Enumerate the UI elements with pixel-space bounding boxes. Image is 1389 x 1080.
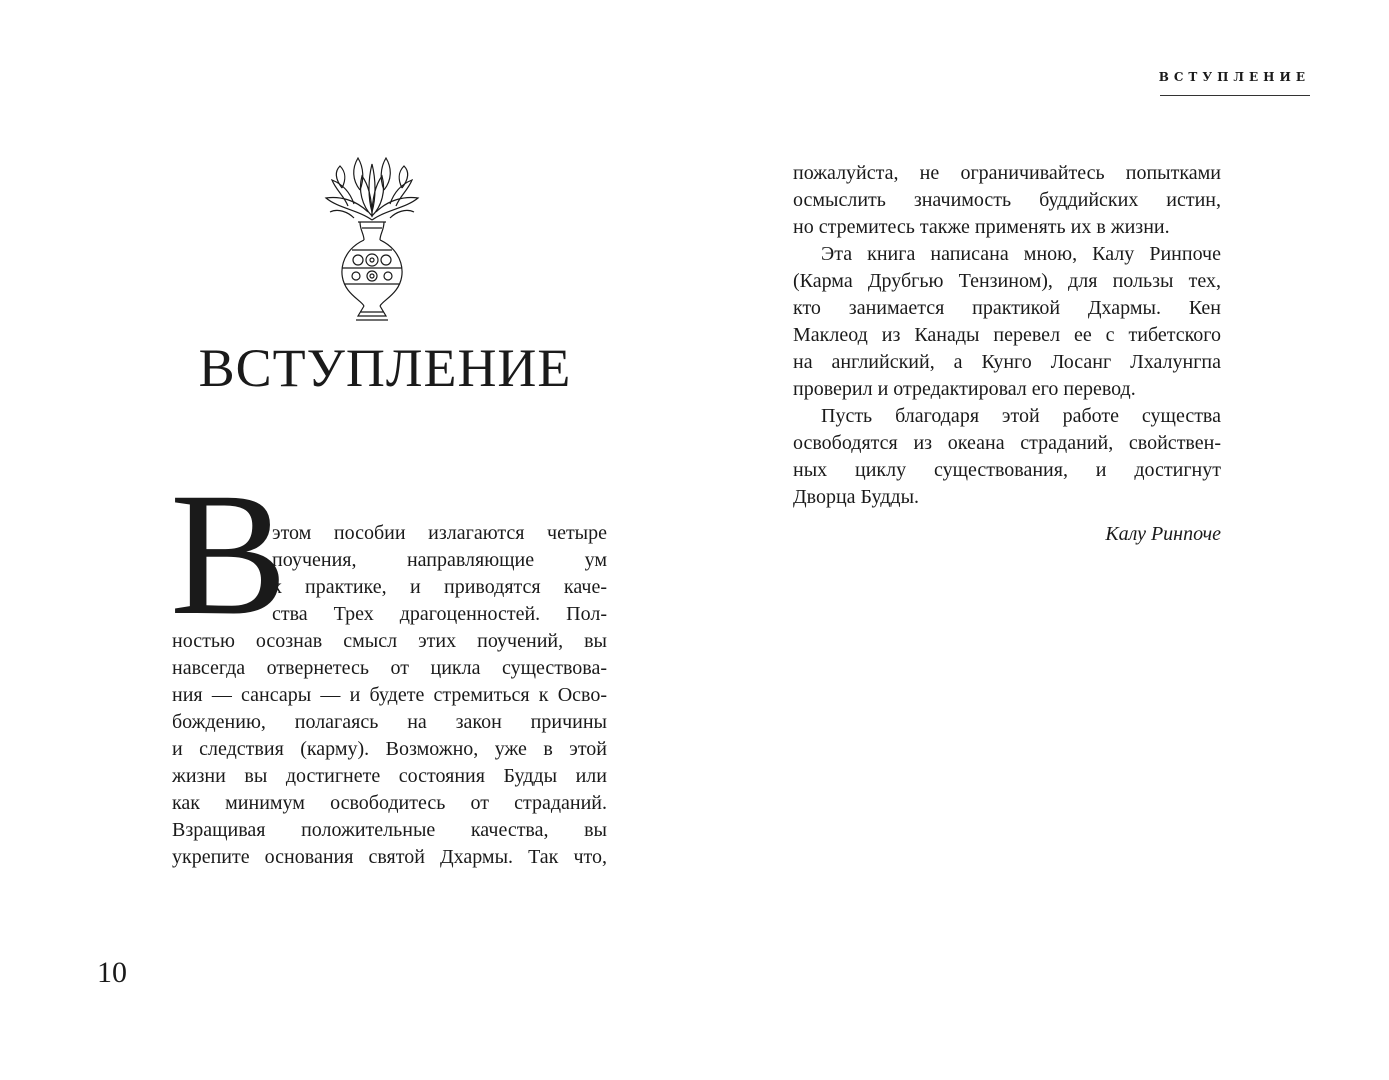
text-line: Эта книга написана мною, Калу Ринпоче bbox=[821, 243, 1221, 265]
text-line: Маклеод из Канады перевел ее с тибетского bbox=[793, 324, 1221, 346]
text-line: навсегда отвернетесь от цикла существова- bbox=[172, 657, 607, 679]
text-line: проверил и отредактировал его перевод. bbox=[793, 378, 1136, 400]
text-line: и следствия (карму). Возможно, уже в этой bbox=[172, 738, 607, 760]
text-line: Взращивая положительные качества, вы bbox=[172, 819, 607, 841]
header-rule bbox=[1160, 95, 1310, 96]
text-line: Дворца Будды. bbox=[793, 486, 920, 508]
text-line: этом пособии излагаются четыре bbox=[272, 522, 607, 544]
text-line: ния — сансары — и будете стремиться к Осво- bbox=[172, 684, 607, 706]
page-number: 10 bbox=[97, 956, 127, 989]
author-signature: Калу Ринпоче bbox=[1105, 523, 1221, 545]
drop-cap: В bbox=[170, 457, 288, 652]
right-column-text bbox=[793, 160, 1221, 511]
text-line: (Карма Друбгью Тензином), для пользы тех, bbox=[793, 270, 1221, 292]
text-line: на английский, а Кунго Лосанг Лхалунгпа bbox=[793, 351, 1221, 373]
text-line: Пусть благодаря этой работе существа bbox=[821, 405, 1221, 427]
chapter-title: ВСТУПЛЕНИЕ bbox=[198, 338, 572, 398]
text-line: кто занимается практикой Дхармы. Кен bbox=[793, 297, 1221, 319]
text-line: но стремитесь также применять их в жизни. bbox=[793, 216, 1170, 238]
text-line: бождению, полагаясь на закон причины bbox=[172, 711, 607, 733]
text-line: осмыслить значимость буддийских истин, bbox=[793, 189, 1221, 211]
text-line: ства Трех драгоценностей. Пол- bbox=[272, 603, 607, 625]
lotus-vase-icon bbox=[318, 150, 426, 326]
text-line: жизни вы достигнете состояния Будды или bbox=[172, 765, 607, 787]
running-header: ВСТУПЛЕНИЕ bbox=[1158, 70, 1310, 84]
text-line: к практике, и приводятся каче- bbox=[272, 576, 607, 598]
text-line: ностью осознав смысл этих поучений, вы bbox=[172, 630, 607, 652]
text-line: укрепите основания святой Дхармы. Так что, bbox=[172, 846, 607, 868]
left-column-text bbox=[172, 520, 607, 871]
text-line: освободятся из океана страданий, свойствен- bbox=[793, 432, 1221, 454]
text-line: как минимум освободитесь от страданий. bbox=[172, 792, 607, 814]
text-line: пожалуйста, не ограничивайтесь попытками bbox=[793, 162, 1221, 184]
text-line: поучения, направляющие ум bbox=[272, 549, 607, 571]
text-line: ных циклу существования, и достигнут bbox=[793, 459, 1221, 481]
